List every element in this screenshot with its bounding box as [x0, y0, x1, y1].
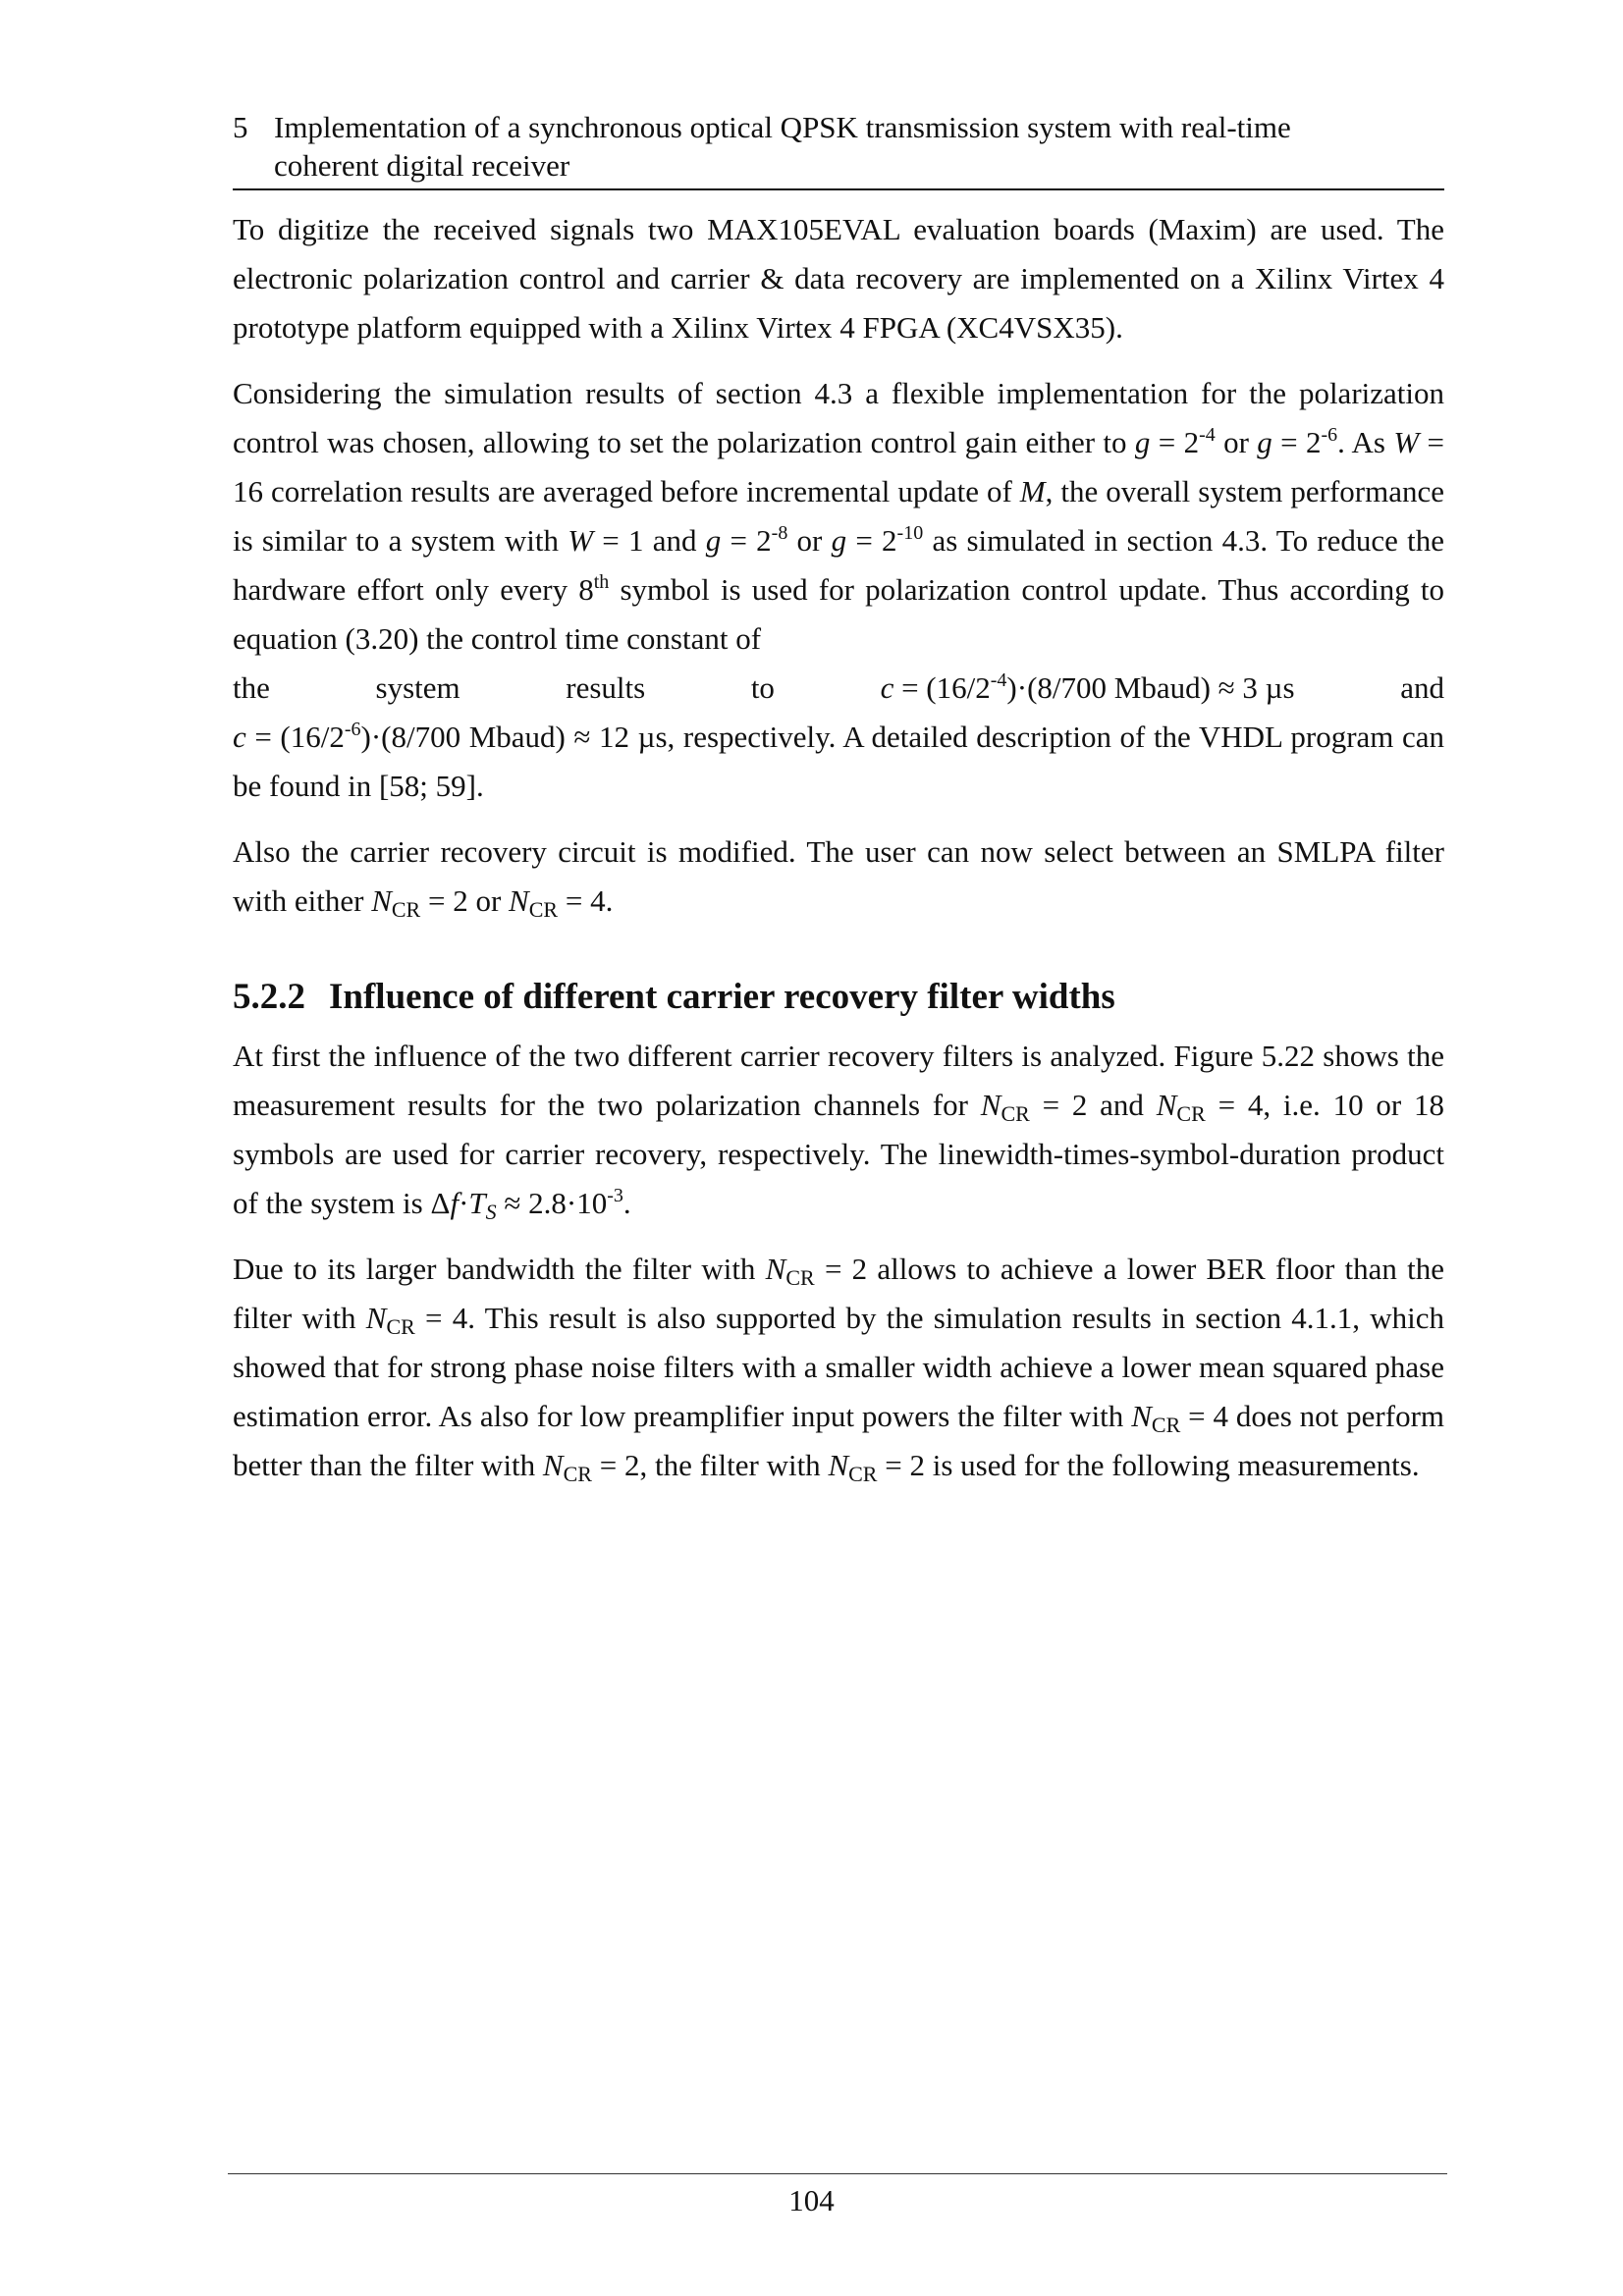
paragraph-ber-floor: Due to its larger bandwidth the filter with $N_{CR} = 2$ allows to achieve a lower BER floor than the filter with $N_{CR} = 4$. This result is also supported by the simulation results in section 4.1.1, which showed that for strong phase noise filters with a smaller width achieve a lower mean squared phase estimation error. As also for low preamplifier input powers the filter with $N_{CR} = 4$ does not perform better than the filter with $N_{CR} = 2$, the filter with $N_{CR} = 2$ is used for the following measurements. [233, 1252, 1445, 1486]
running-header [233, 108, 1444, 190]
time-constant-12us: $c = (16/2^{-6})\cdot(8/700$ Mbaud) ≈ 12 µs, respectively. A detailed description of the VHDL program can be found in [58; 59]. [233, 719, 1444, 803]
paragraph-carrier-recovery: Also the carrier recovery circuit is modified. The user can now select between an SMLPA filter with either $N_{CR} = 2$ or $N_{CR} = 4$. [233, 834, 1444, 922]
chapter-title-line-2: coherent digital receiver [274, 148, 570, 183]
chapter-title-line-1: Implementation of a synchronous optical QPSK transmission system with real-time [274, 110, 1291, 144]
section-title: Influence of different carrier recovery filter widths [329, 977, 1115, 1017]
page-number: 104 [788, 2183, 835, 2217]
paragraph-polarization-control: Considering the simulation results of section 4.3 a flexible implementation for the polarization control was chosen, allowing to set the polarization control gain either to $g = 2^{-4}$ or $g = 2^{-6}$. As W = 16 correlation results are averaged before incremental update of M, the overall system performance is similar to a system with W = 1 and $g = 2^{-8}$ or $g = 2^{-10}$ as simulated in section 4.3. To reduce the hardware effort only every 8th symbol is used for polarization control update. Thus according to equation (3.20) the control time constant of the system results to $c = (16/2^{-4})\cdot(8/700$ Mbaud) ≈ 3 µs and $c = (16/2^{-6})\cdot(8/700$ Mbaud) ≈ 12 µs, respectively. A detailed description of the VHDL program can be found in [58; 59]. [233, 376, 1445, 803]
chapter-number: 5 [233, 110, 248, 144]
time-constant-3us: $c = (16/2^{-4})\cdot(8/700$ Mbaud) ≈ 3 µs [880, 669, 1295, 705]
spread-line: the system results to $c = (16/2^{-4})\cdot(8/700$ Mbaud) ≈ 3 µs and [233, 664, 1444, 713]
paragraph-filter-analysis: At first the influence of the two different carrier recovery filters is analyzed. Figure 5.22 shows the measurement results for the two polarization channels for $N_{CR} = 2$ and $N_{CR} = 4$, i.e. 10 or 18 symbols are used for carrier recovery, respectively. The linewidth-times-symbol-duration product of the system is $\Delta f\cdot T_S \approx 2.8\cdot 10^{-3}$. [233, 1039, 1444, 1224]
page-content [233, 108, 1444, 1490]
section-number: 5.2.2 [233, 977, 305, 1017]
footer-rule [228, 2173, 1447, 2174]
paragraph-digitization: To digitize the received signals two MAX105EVAL evaluation boards (Maxim) are used. The electronic polarization control and carrier & data recovery are implemented on a Xilinx Virtex 4 prototype platform equipped with a Xilinx Virtex 4 FPGA (XC4VSX35). [233, 212, 1444, 345]
section-heading [233, 975, 1444, 1020]
